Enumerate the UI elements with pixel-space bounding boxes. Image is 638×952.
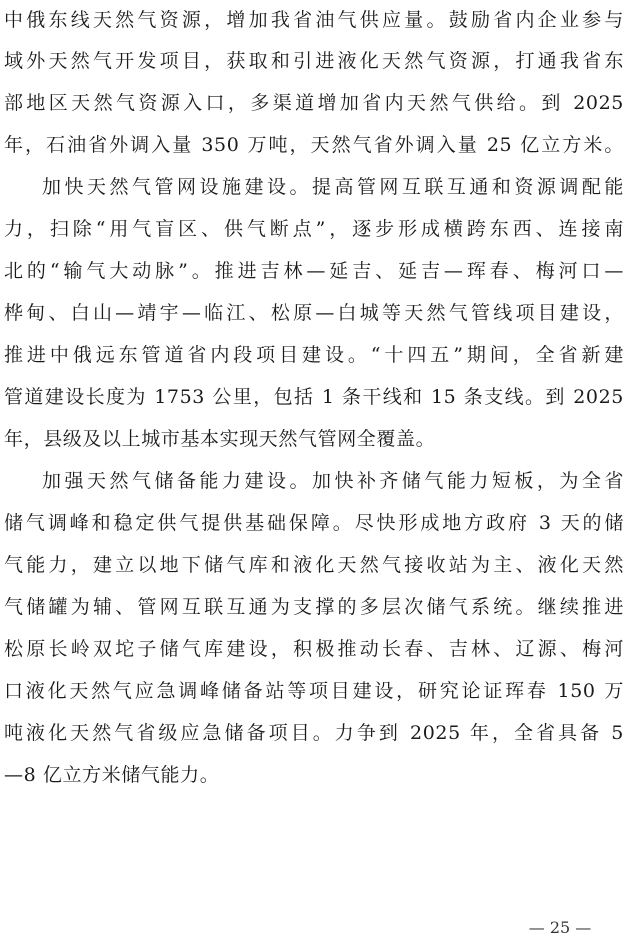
text-line-14: 气能力，建立以地下储气库和液化天然气接收站为主、液化天然 xyxy=(4,554,624,576)
text-line-19: —8 亿立方米储气能力。 xyxy=(4,764,220,786)
text-line-2: 域外天然气开发项目，获取和引进液化天然气资源，打通我省东 xyxy=(4,50,624,72)
text-line-16: 松原长岭双坨子储气库建设，积极推动长春、吉林、辽源、梅河 xyxy=(4,638,624,660)
text-line-3: 部地区天然气资源入口，多渠道增加省内天然气供给。到 2025 xyxy=(4,92,624,114)
text-line-18: 吨液化天然气省级应急储备项目。力争到 2025 年，全省具备 5 xyxy=(4,722,624,744)
paragraph-2-line-1: 加快天然气管网设施建设。提高管网互联互通和资源调配能 xyxy=(42,176,624,198)
text-line-7: 北的“输气大动脉”。推进吉林—延吉、延吉—珲春、梅河口— xyxy=(4,260,624,282)
text-line-11: 年，县级及以上城市基本实现天然气管网全覆盖。 xyxy=(4,428,436,450)
text-line-13: 储气调峰和稳定供气提供基础保障。尽快形成地方政府 3 天的储 xyxy=(4,512,624,534)
paragraph-3-line-1: 加强天然气储备能力建设。加快补齐储气能力短板，为全省 xyxy=(42,470,624,492)
text-line-8: 桦甸、白山—靖宇—临江、松原—白城等天然气管线项目建设， xyxy=(4,302,624,324)
text-line-15: 气储罐为辅、管网互联互通为支撑的多层次储气系统。继续推进 xyxy=(4,596,624,618)
text-line-17: 口液化天然气应急调峰储备站等项目建设，研究论证珲春 150 万 xyxy=(4,680,624,702)
text-line-9: 推进中俄远东管道省内段项目建设。“十四五”期间，全省新建 xyxy=(4,344,624,366)
text-line-1: 中俄东线天然气资源，增加我省油气供应量。鼓励省内企业参与 xyxy=(4,9,624,31)
text-line-6: 力，扫除“用气盲区、供气断点”，逐步形成横跨东西、连接南 xyxy=(4,218,624,240)
page-number: — 25 — xyxy=(528,918,592,937)
text-line-10: 管道建设长度为 1753 公里，包括 1 条干线和 15 条支线。到 2025 xyxy=(4,386,624,408)
text-line-4: 年，石油省外调入量 350 万吨，天然气省外调入量 25 亿立方米。 xyxy=(4,134,624,156)
